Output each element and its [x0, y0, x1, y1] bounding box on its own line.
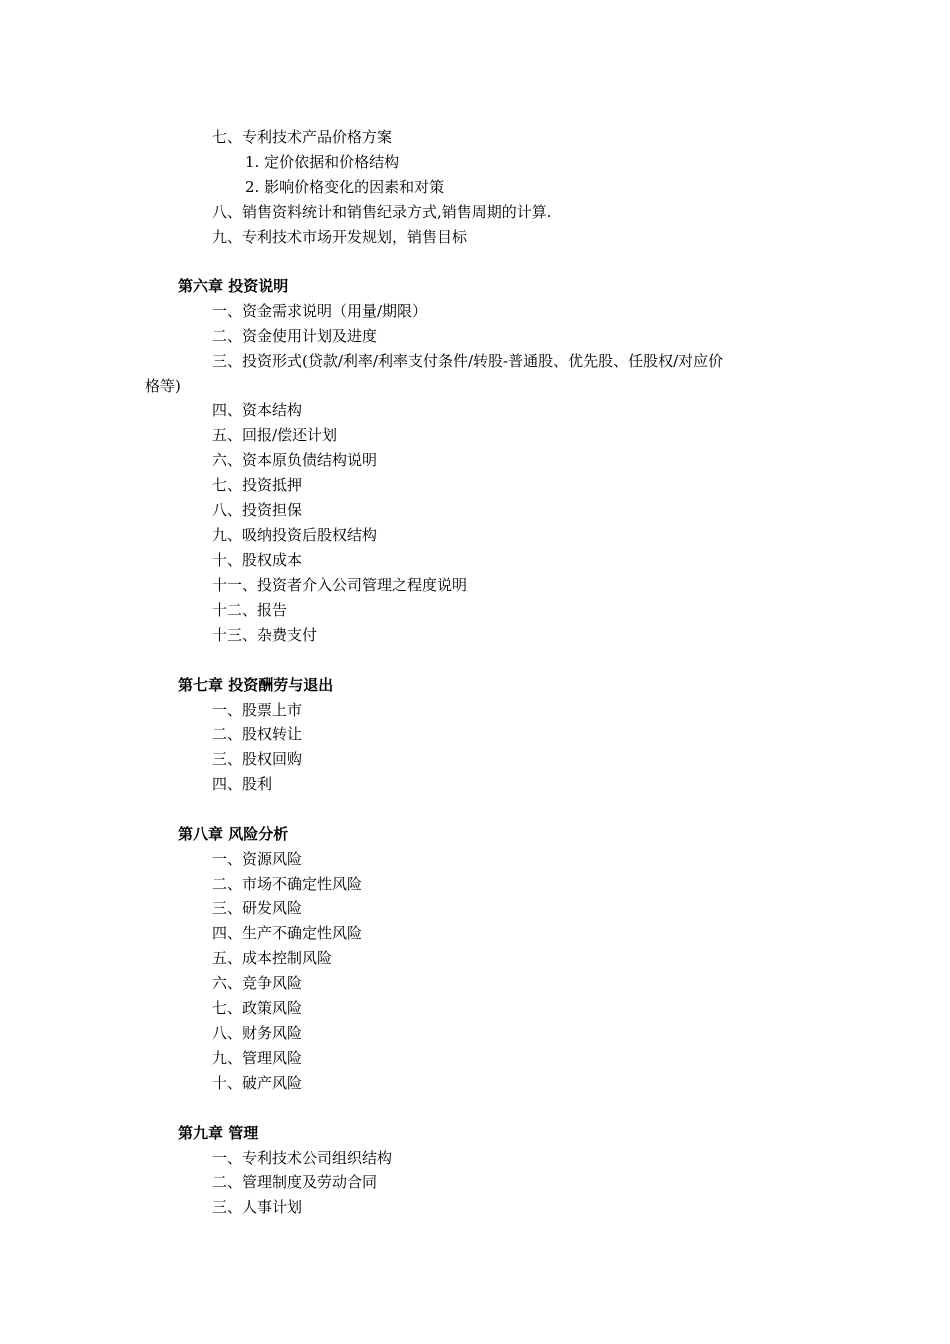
list-item: 十、破产风险: [212, 1074, 303, 1092]
list-item: 六、竞争风险: [212, 974, 303, 992]
list-item: 五、成本控制风险: [212, 949, 333, 967]
list-item: 八、投资担保: [212, 501, 303, 519]
list-item: 二、股权转让: [212, 725, 303, 743]
list-item: 十二、报告: [212, 601, 288, 619]
list-item: 九、专利技术市场开发规划，销售目标: [212, 228, 468, 246]
list-subitem: 1. 定价依据和价格结构: [245, 153, 400, 171]
chapter-heading: 第九章 管理: [178, 1124, 259, 1142]
list-item: 四、资本结构: [212, 401, 303, 419]
list-item: 三、研发风险: [212, 899, 303, 917]
list-item: 一、专利技术公司组织结构: [212, 1149, 393, 1167]
list-item: 九、吸纳投资后股权结构: [212, 526, 378, 544]
chapter-heading: 第七章 投资酬劳与退出: [178, 676, 334, 694]
list-item: 三、股权回购: [212, 750, 303, 768]
list-item-continuation: 格等): [145, 377, 181, 395]
list-item: 十三、杂费支付: [212, 626, 318, 644]
list-item: 一、资源风险: [212, 850, 303, 868]
list-item: 七、政策风险: [212, 999, 303, 1017]
list-item: 七、专利技术产品价格方案: [212, 128, 393, 146]
list-item: 二、管理制度及劳动合同: [212, 1173, 378, 1191]
list-item: 三、人事计划: [212, 1198, 303, 1216]
list-item: 三、投资形式(贷款/利率/利率支付条件/转股-普通股、优先股、任股权/对应价: [212, 352, 724, 370]
chapter-heading: 第六章 投资说明: [178, 277, 289, 295]
list-item: 一、股票上市: [212, 701, 303, 719]
list-item: 十、股权成本: [212, 551, 303, 569]
list-item: 二、市场不确定性风险: [212, 875, 363, 893]
list-item: 四、生产不确定性风险: [212, 924, 363, 942]
list-item: 五、回报/偿还计划: [212, 426, 338, 444]
list-item: 八、财务风险: [212, 1024, 303, 1042]
list-item: 九、管理风险: [212, 1049, 303, 1067]
list-subitem: 2. 影响价格变化的因素和对策: [245, 178, 445, 196]
list-item: 十一、投资者介入公司管理之程度说明: [212, 576, 468, 594]
chapter-heading: 第八章 风险分析: [178, 825, 289, 843]
list-item: 六、资本原负债结构说明: [212, 451, 378, 469]
list-item: 七、投资抵押: [212, 476, 303, 494]
list-item: 一、资金需求说明（用量/期限）: [212, 302, 428, 320]
list-item: 八、销售资料统计和销售纪录方式,销售周期的计算.: [212, 203, 552, 221]
list-item: 四、股利: [212, 775, 273, 793]
list-item: 二、资金使用计划及进度: [212, 327, 378, 345]
